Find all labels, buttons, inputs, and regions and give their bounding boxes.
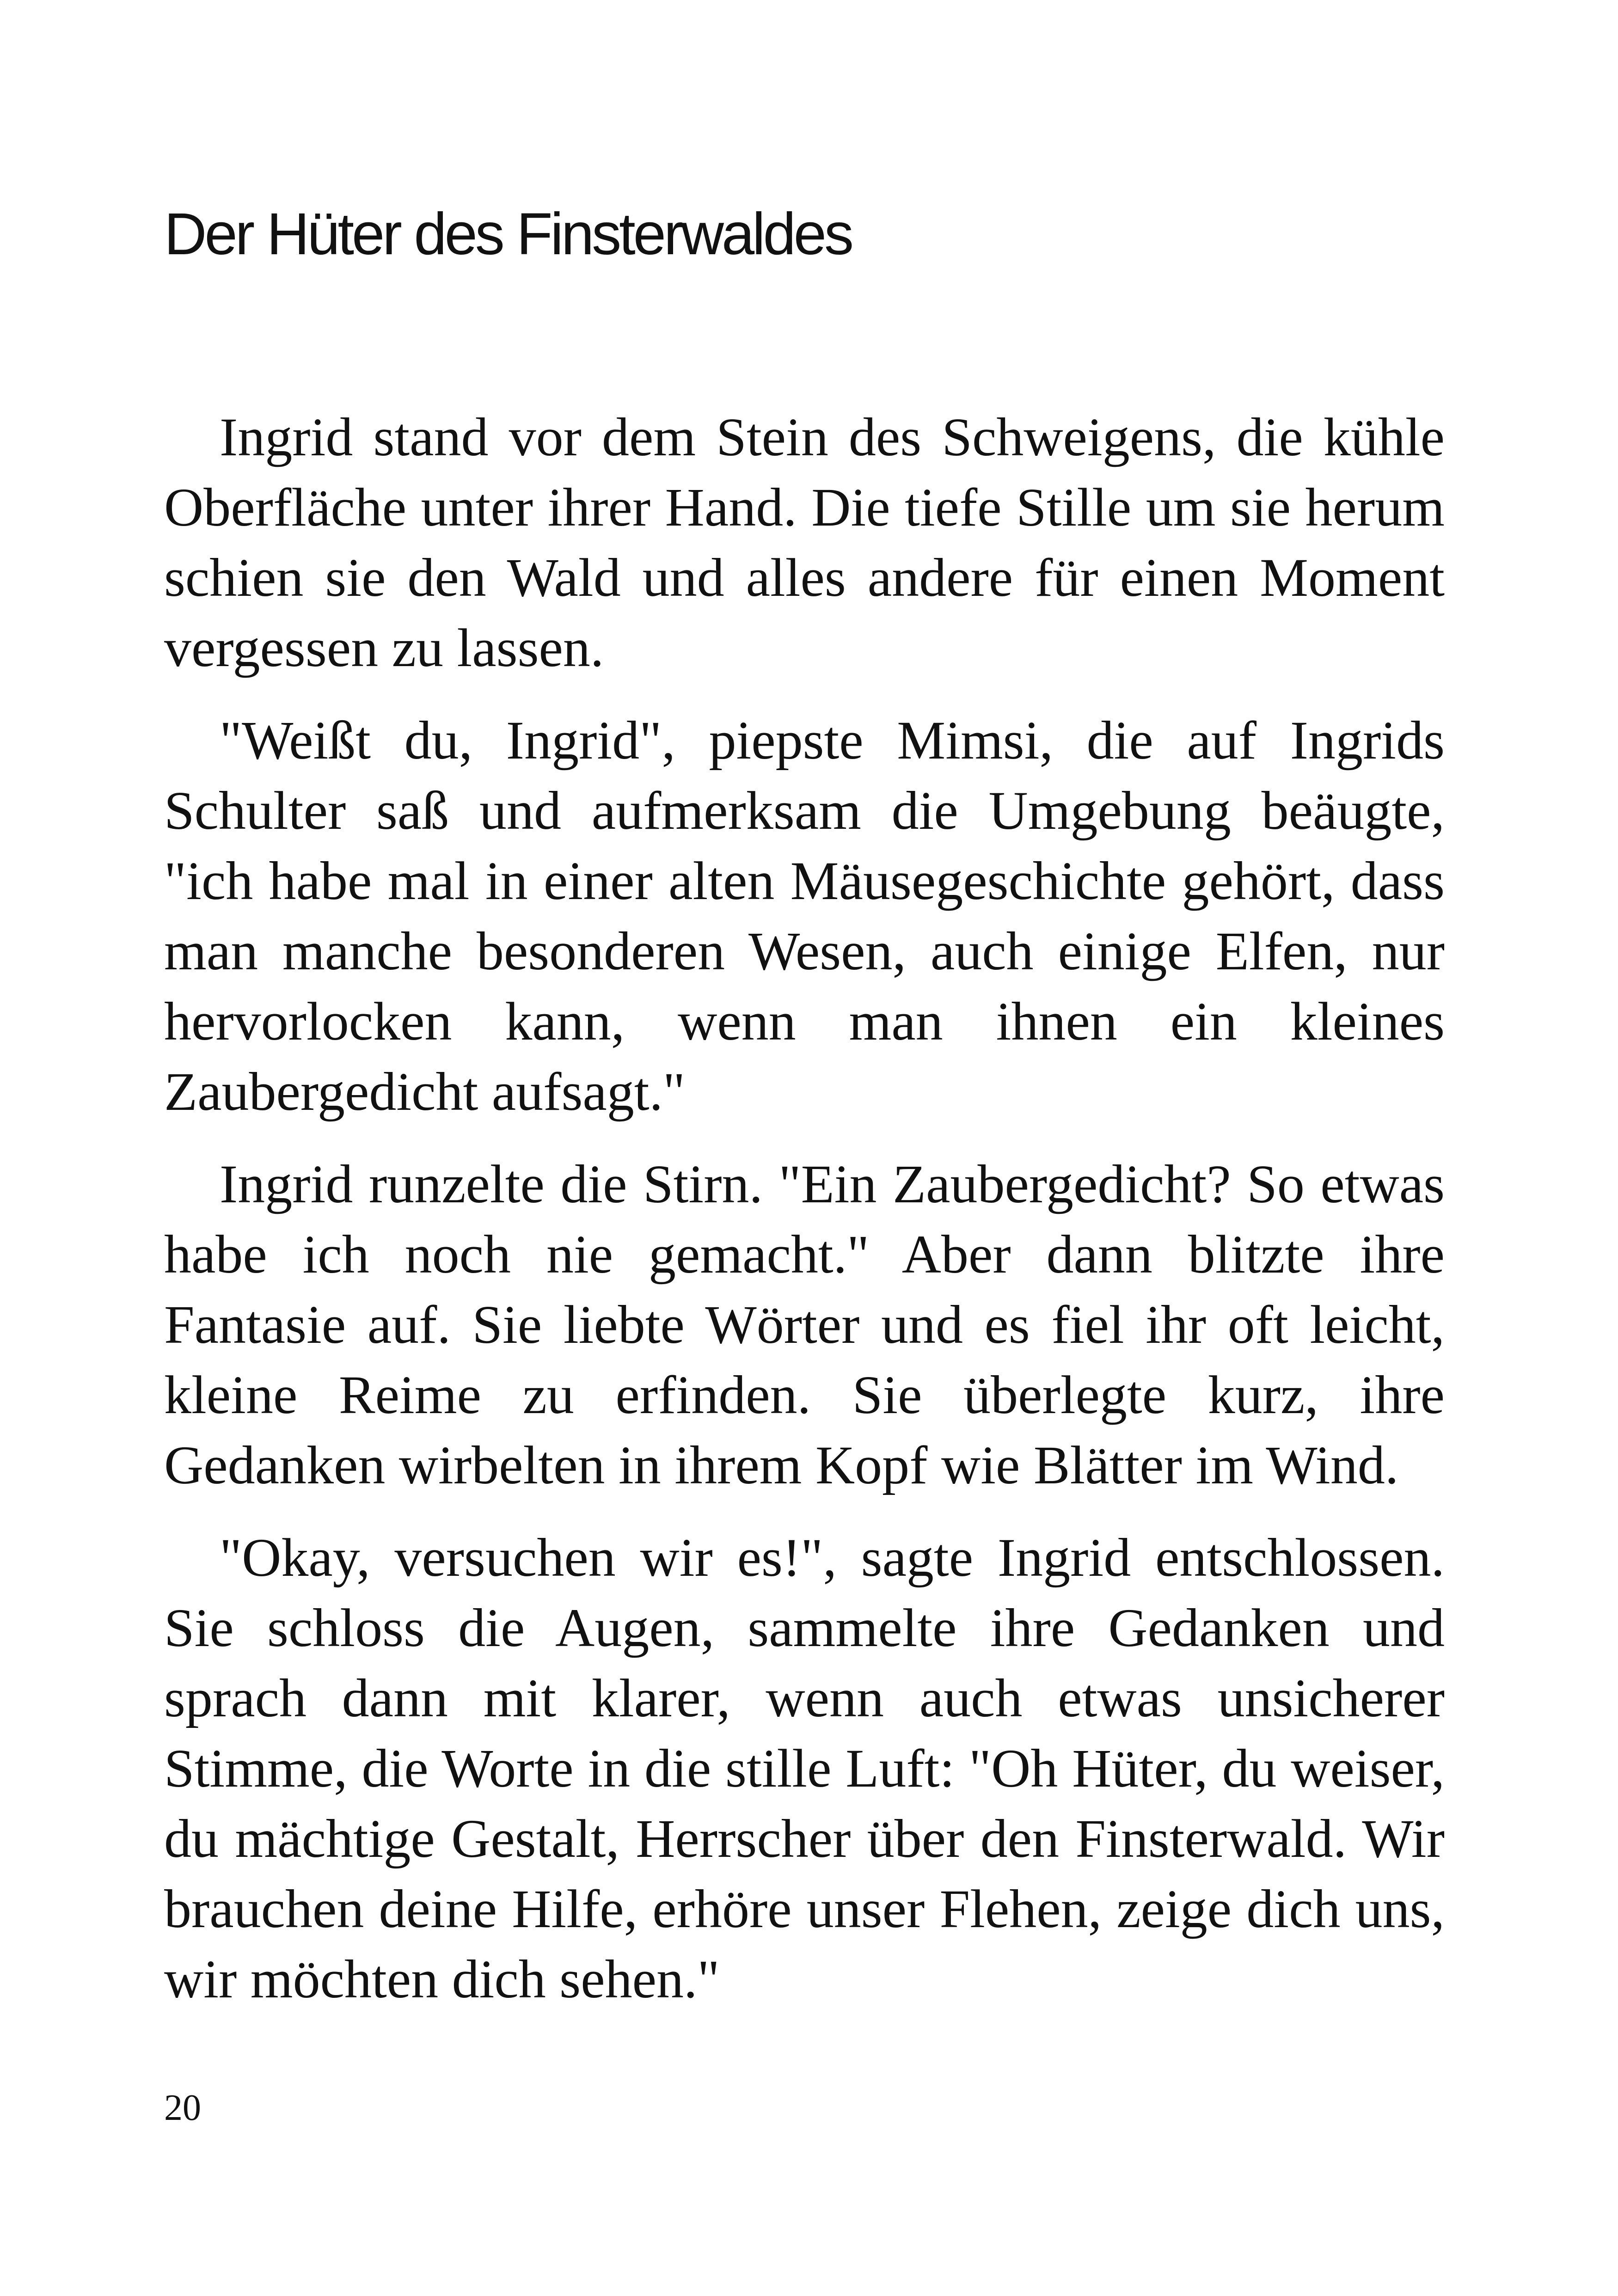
paragraph-3: Ingrid runzelte die Stirn. "Ein Zaubergedicht? So etwas habe ich noch nie gemacht." Aber dann blitzte ihre Fantasie auf. Sie liebte Wörter und es fiel ihr oft leicht, kleine Reime zu erfinden. Sie überlegte kurz, ihre Gedanken wirbelten in ihrem Kopf wie Blätter im Wind. xyxy=(164,1154,1445,1495)
chapter-title: Der Hüter des Finsterwaldes xyxy=(164,201,852,267)
page-number: 20 xyxy=(164,2088,201,2128)
body-text xyxy=(164,402,1445,2037)
paragraph-2: "Weißt du, Ingrid", piepste Mimsi, die auf Ingrids Schulter saß und aufmerksam die Umgebung beäugte, "ich habe mal in einer alten Mäusegeschichte gehört, dass man manche besonderen Wesen, auch einige Elfen, nur hervorlocken kann, wenn man ihnen ein kleines Zaubergedicht aufsagt." xyxy=(164,710,1445,1122)
paragraph-1: Ingrid stand vor dem Stein des Schweigens, die kühle Oberfläche unter ihrer Hand. Die tiefe Stille um sie herum schien sie den Wald und alles andere für einen Moment vergessen zu lassen. xyxy=(164,407,1445,678)
paragraph-4: "Okay, versuchen wir es!", sagte Ingrid entschlossen. Sie schloss die Augen, sammelte ihre Gedanken und sprach dann mit klarer, wenn auch etwas unsicherer Stimme, die Worte in die stille Luft: "Oh Hüter, du weiser, du mächtige Gestalt, Herrscher über den Finsterwald. Wir brauchen deine Hilfe, erhöre unser Flehen, zeige dich uns, wir möchten dich sehen." xyxy=(164,1527,1445,2009)
